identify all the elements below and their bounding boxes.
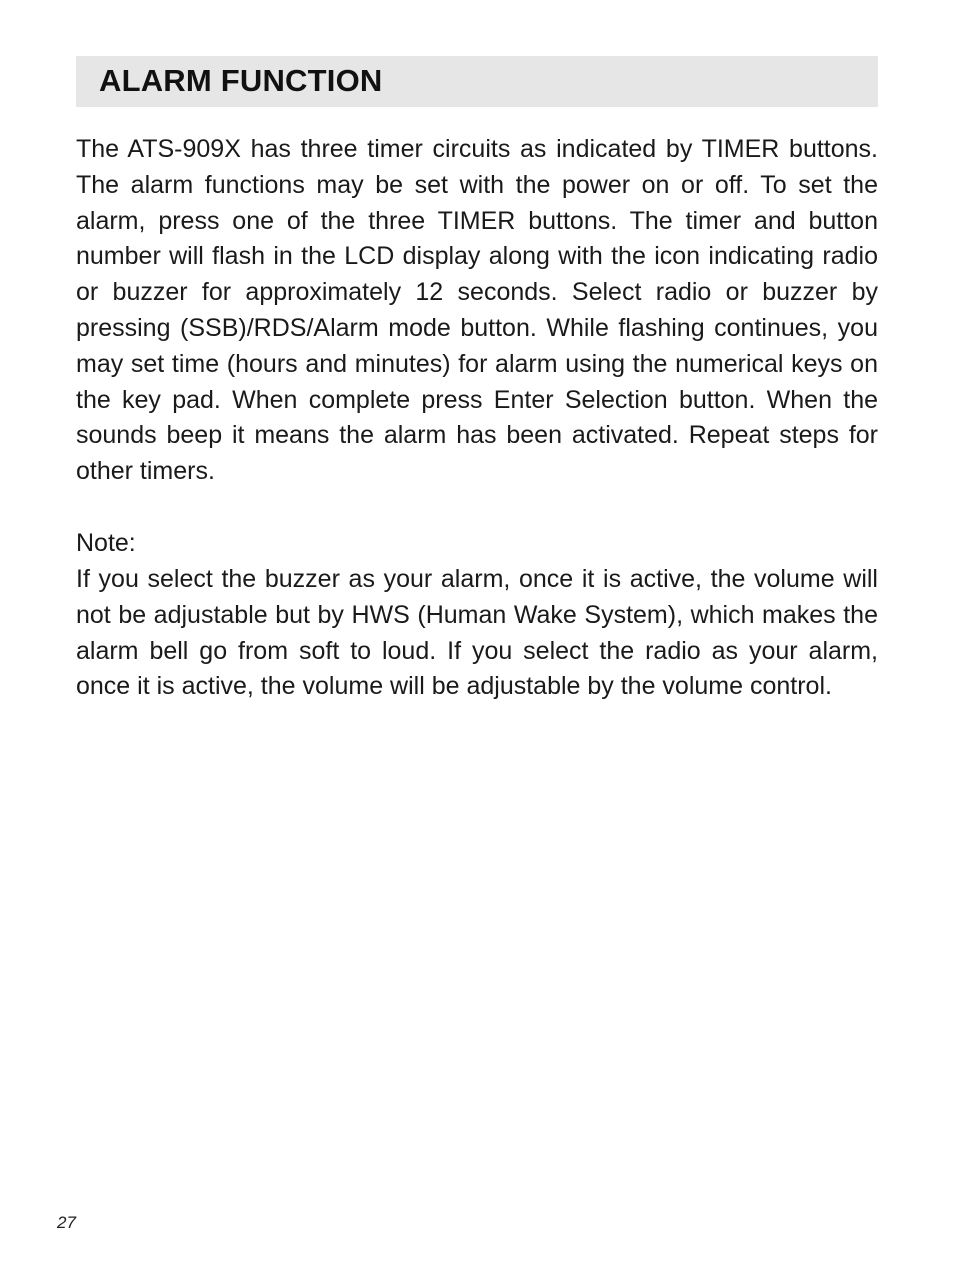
- page-number: 27: [57, 1213, 76, 1232]
- section-header: [76, 56, 878, 107]
- note-paragraph: If you select the buzzer as your alarm, once it is active, the volume will not be adjustable but by HWS (Human Wake System), which makes the alarm bell go from soft to loud. If you select the radio as your alarm, once it is active, the volume will be adjustable by the volume control.: [76, 565, 878, 701]
- note-label: Note:: [76, 529, 136, 557]
- section-title: ALARM FUNCTION: [99, 63, 383, 98]
- main-paragraph: The ATS-909X has three timer circuits as indicated by TIMER buttons. The alarm functions may be set with the power on or off. To set the alarm, press one of the three TIMER buttons. The timer and button number will flash in the LCD display along with the icon indicating radio or buzzer for approximately 12 seconds. Select radio or buzzer by pressing (SSB)/RDS/Alarm mode button. While flashing continues, you may set time (hours and minutes) for alarm using the numerical keys on the key pad. When complete press Enter Selection button. When the sounds beep it means the alarm has been activated. Repeat steps for other timers.: [76, 135, 878, 486]
